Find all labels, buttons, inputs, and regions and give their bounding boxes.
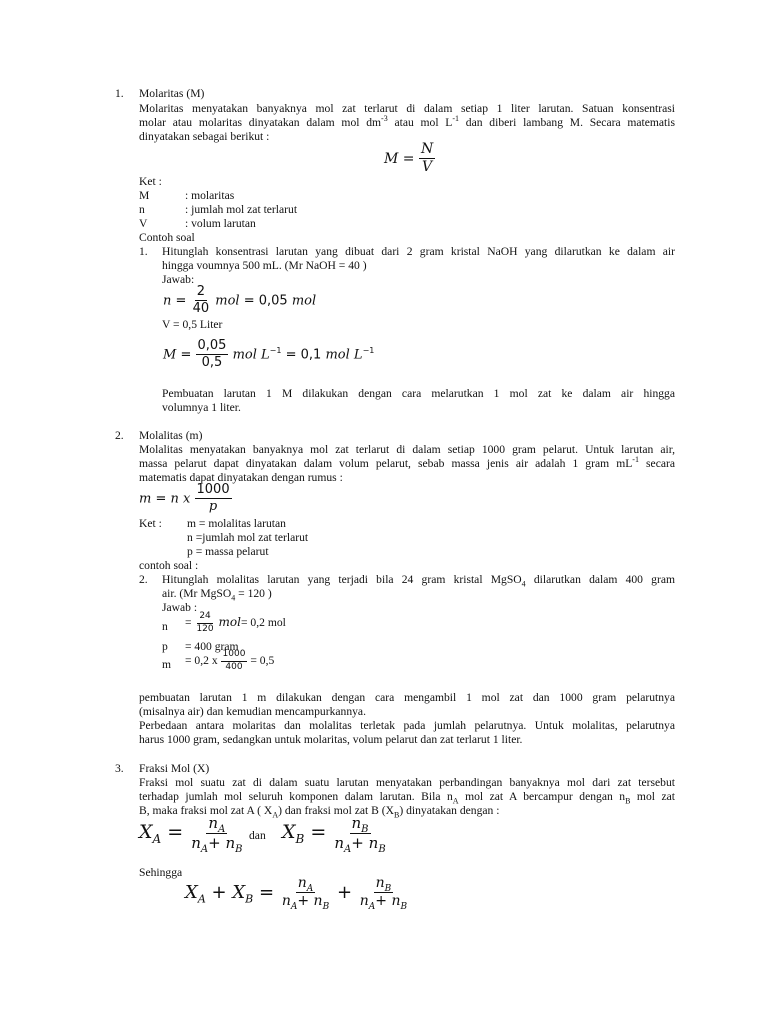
- section-2-title: Molalitas (m): [139, 429, 203, 442]
- volume-line: V = 0,5 Liter: [162, 318, 223, 331]
- dan-label: dan: [249, 829, 266, 842]
- section-3-paragraph-line-2: terhadap jumlah mol seluruh komponen dalam larutan. Bila $n_A$ mol zat A bercampur dengan $n_B$ mol zat: [139, 790, 675, 806]
- section-2-number: 2.: [115, 429, 124, 442]
- section-1-paragraph-line-3: dinyatakan sebagai berikut :: [139, 130, 270, 143]
- molarity-calculation: M = $\frac{0,05}{0,5}$ mol $L^{-1} = 0,1$ mol $L^{-1}$: [163, 338, 375, 371]
- contoh-soal-label: contoh soal :: [139, 559, 199, 572]
- section-3-paragraph-line-1: Fraksi mol suatu zat di dalam suatu larutan menyatakan perbandingan banyaknya mol dari zat tersebut: [139, 776, 675, 789]
- section-1-number: 1.: [115, 87, 124, 100]
- example-1-number: 1.: [139, 245, 148, 258]
- note-1-line-1: Pembuatan larutan 1 M dilakukan dengan cara melarutkan 1 mol zat ke dalam air hingga: [162, 387, 675, 400]
- def-line: m = molalitas larutan: [187, 517, 286, 530]
- note-2-line-4: harus 1000 gram, sedangkan untuk molaritas, volum pelarut dan zat terlarut 1 liter.: [139, 733, 523, 746]
- def-line: p = massa pelarut: [187, 545, 269, 558]
- section-2-paragraph-line-1: Molalitas menyatakan banyaknya mol zat terlarut di dalam setiap 1000 gram pelarut. Untuk larutan air,: [139, 443, 675, 456]
- note-1-line-2: volumnya 1 liter.: [162, 401, 241, 414]
- sehingga-label: Sehingga: [139, 866, 183, 879]
- section-2-paragraph-line-2: massa pelarut dapat dinyatakan dalam volum pelarut, sebab massa jenis air adalah 1 gram $mL^{-1}$ secara: [139, 455, 675, 470]
- p-value: = 400 gram: [185, 640, 239, 653]
- def-sym: V: [139, 217, 148, 230]
- section-1-title: Molaritas (M): [139, 87, 205, 100]
- m-calculation: = 0,2 x $\frac{1000}{400}$ = 0,5: [185, 649, 275, 672]
- ket-label: Ket :: [139, 175, 162, 188]
- m-symbol: m: [162, 658, 172, 671]
- example-2-number: 2.: [139, 573, 148, 586]
- section-2-paragraph-line-3: matematis dapat dinyatakan dengan rumus :: [139, 471, 343, 484]
- def-desc: : molaritas: [185, 189, 235, 202]
- mol-calculation: n = $\frac{2}{40}$ mol = 0,05 mol: [163, 284, 317, 317]
- note-2-line-3: Perbedaan antara molaritas dan molalitas terletak pada jumlah pelarutnya. Untuk molalitas, pelarutnya: [139, 719, 675, 732]
- def-desc: : volum larutan: [185, 217, 256, 230]
- molarity-formula: M = $\frac{N}{V}$: [384, 141, 434, 176]
- example-2-line-1: Hitunglah molalitas larutan yang terjadi bila 24 gram kristal MgSO$_4$ dilarutkan dalam 400 gram: [162, 573, 675, 589]
- jawab-label: Jawab:: [162, 273, 195, 286]
- contoh-soal-label: Contoh soal: [139, 231, 195, 244]
- def-line: n =jumlah mol zat terlarut: [187, 531, 309, 544]
- n-symbol: n: [162, 620, 168, 633]
- def-sym: M: [139, 189, 150, 202]
- note-2-line-2: (misalnya air) dan kemudian mencampurkannya.: [139, 705, 366, 718]
- note-2-line-1: pembuatan larutan 1 m dilakukan dengan cara mengambil 1 mol zat dan 1000 gram pelarutnya: [139, 691, 675, 704]
- n-calculation: = $\frac{24}{120}$ mol= 0,2 mol: [185, 611, 286, 634]
- example-2-line-2: air. (Mr MgSO$_4$ = 120 ): [162, 587, 272, 603]
- def-desc: : jumlah mol zat terlarut: [185, 203, 298, 216]
- mole-fraction-a-formula: $X_A$ = $\frac{n_A}{n_A+ n_B}$: [139, 814, 243, 855]
- p-symbol: p: [162, 640, 168, 653]
- jawab-label: Jawab :: [162, 601, 198, 614]
- example-1-line-2: hingga voumnya 500 mL. (Mr NaOH = 40 ): [162, 259, 367, 272]
- mole-fraction-sum-formula: $X_A + X_B$ = $\frac{n_A}{n_A+ n_B}$ + $\frac{n_B}{n_A+ n_B}$: [185, 875, 408, 913]
- section-1-paragraph-line-1: Molaritas menyatakan banyaknya mol zat terlarut di dalam setiap 1 liter larutan. Satuan konsentrasi: [139, 102, 675, 115]
- section-3-paragraph-line-3: B, maka fraksi mol zat A ( $X_A$) dan fraksi mol zat B $(X_B)$ dinyatakan dengan :: [139, 804, 500, 820]
- section-1-paragraph-line-2: molar atau molaritas dinyatakan dalam mol $dm^{-3}$ atau mol $L^{-1}$ dan diberi lambang M. Secara matematis: [139, 114, 676, 129]
- molality-formula: m = n x $\frac{1000}{p}$: [139, 482, 230, 515]
- section-3-title: Fraksi Mol (X): [139, 762, 210, 775]
- def-sym: n: [139, 203, 145, 216]
- section-3-number: 3.: [115, 762, 124, 775]
- example-1-line-1: Hitunglah konsentrasi larutan yang dibuat dari 2 gram kristal NaOH yang dilarutkan ke dalam air: [162, 245, 675, 258]
- ket-label: Ket :: [139, 517, 162, 530]
- mole-fraction-b-formula: $X_B$ = $\frac{n_B}{n_A+ n_B}$: [282, 814, 386, 855]
